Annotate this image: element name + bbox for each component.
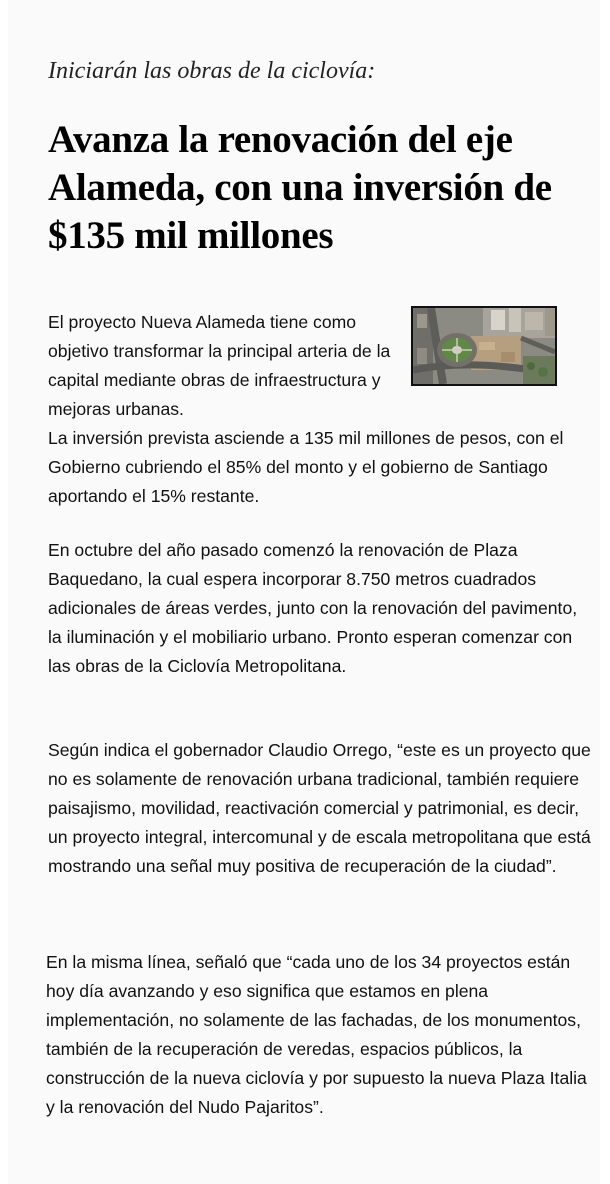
aerial-photo-icon: [411, 306, 557, 386]
paragraph-4: En la misma línea, señaló que “cada uno de los 34 proyectos están hoy día avanzando y eso significa que estamos en plena implementación, no solamente de las fachadas, de los monumentos, también de la recuperación de veredas, espacios públicos, la construcción de la nueva ciclovía y por supuesto la nueva Plaza Italia y la renovación del Nudo Pajaritos”.: [46, 952, 587, 1117]
article-page: [8, 0, 600, 1184]
paragraph-1-investment: La inversión prevista asciende a 135 mil millones de pesos, con el Gobierno cubriendo el 85% del monto y el gobierno de Santiago aportando el 15% restante.: [48, 428, 564, 506]
paragraph-2: En octubre del año pasado comenzó la renovación de Plaza Baquedano, la cual espera incorporar 8.750 metros cuadrados adicionales de áreas verdes, junto con la renovación del pavimento, la iluminación y el mobiliario urbano. Pronto esperan comenzar con las obras de la Ciclovía Metropolitana.: [48, 540, 578, 676]
paragraph-1-intro: El proyecto Nueva Alameda tiene como objetivo transformar la principal arteria de la capital mediante obras de infraestructura y mejoras urbanas.: [48, 312, 391, 419]
paragraph-3: Según indica el gobernador Claudio Orrego, “este es un proyecto que no es solamente de renovación urbana tradicional, también requiere paisajismo, movilidad, reactivación comercial y patrimonial, es decir, un proyecto integral, intercomunal y de escala metropolitana que está mostrando una señal muy positiva de recuperación de la ciudad”.: [48, 740, 591, 876]
article-kicker: Iniciarán las obras de la ciclovía:: [48, 58, 376, 84]
article-title: Avanza la renovación del eje Alameda, con una inversión de $135 mil millones: [48, 118, 552, 257]
